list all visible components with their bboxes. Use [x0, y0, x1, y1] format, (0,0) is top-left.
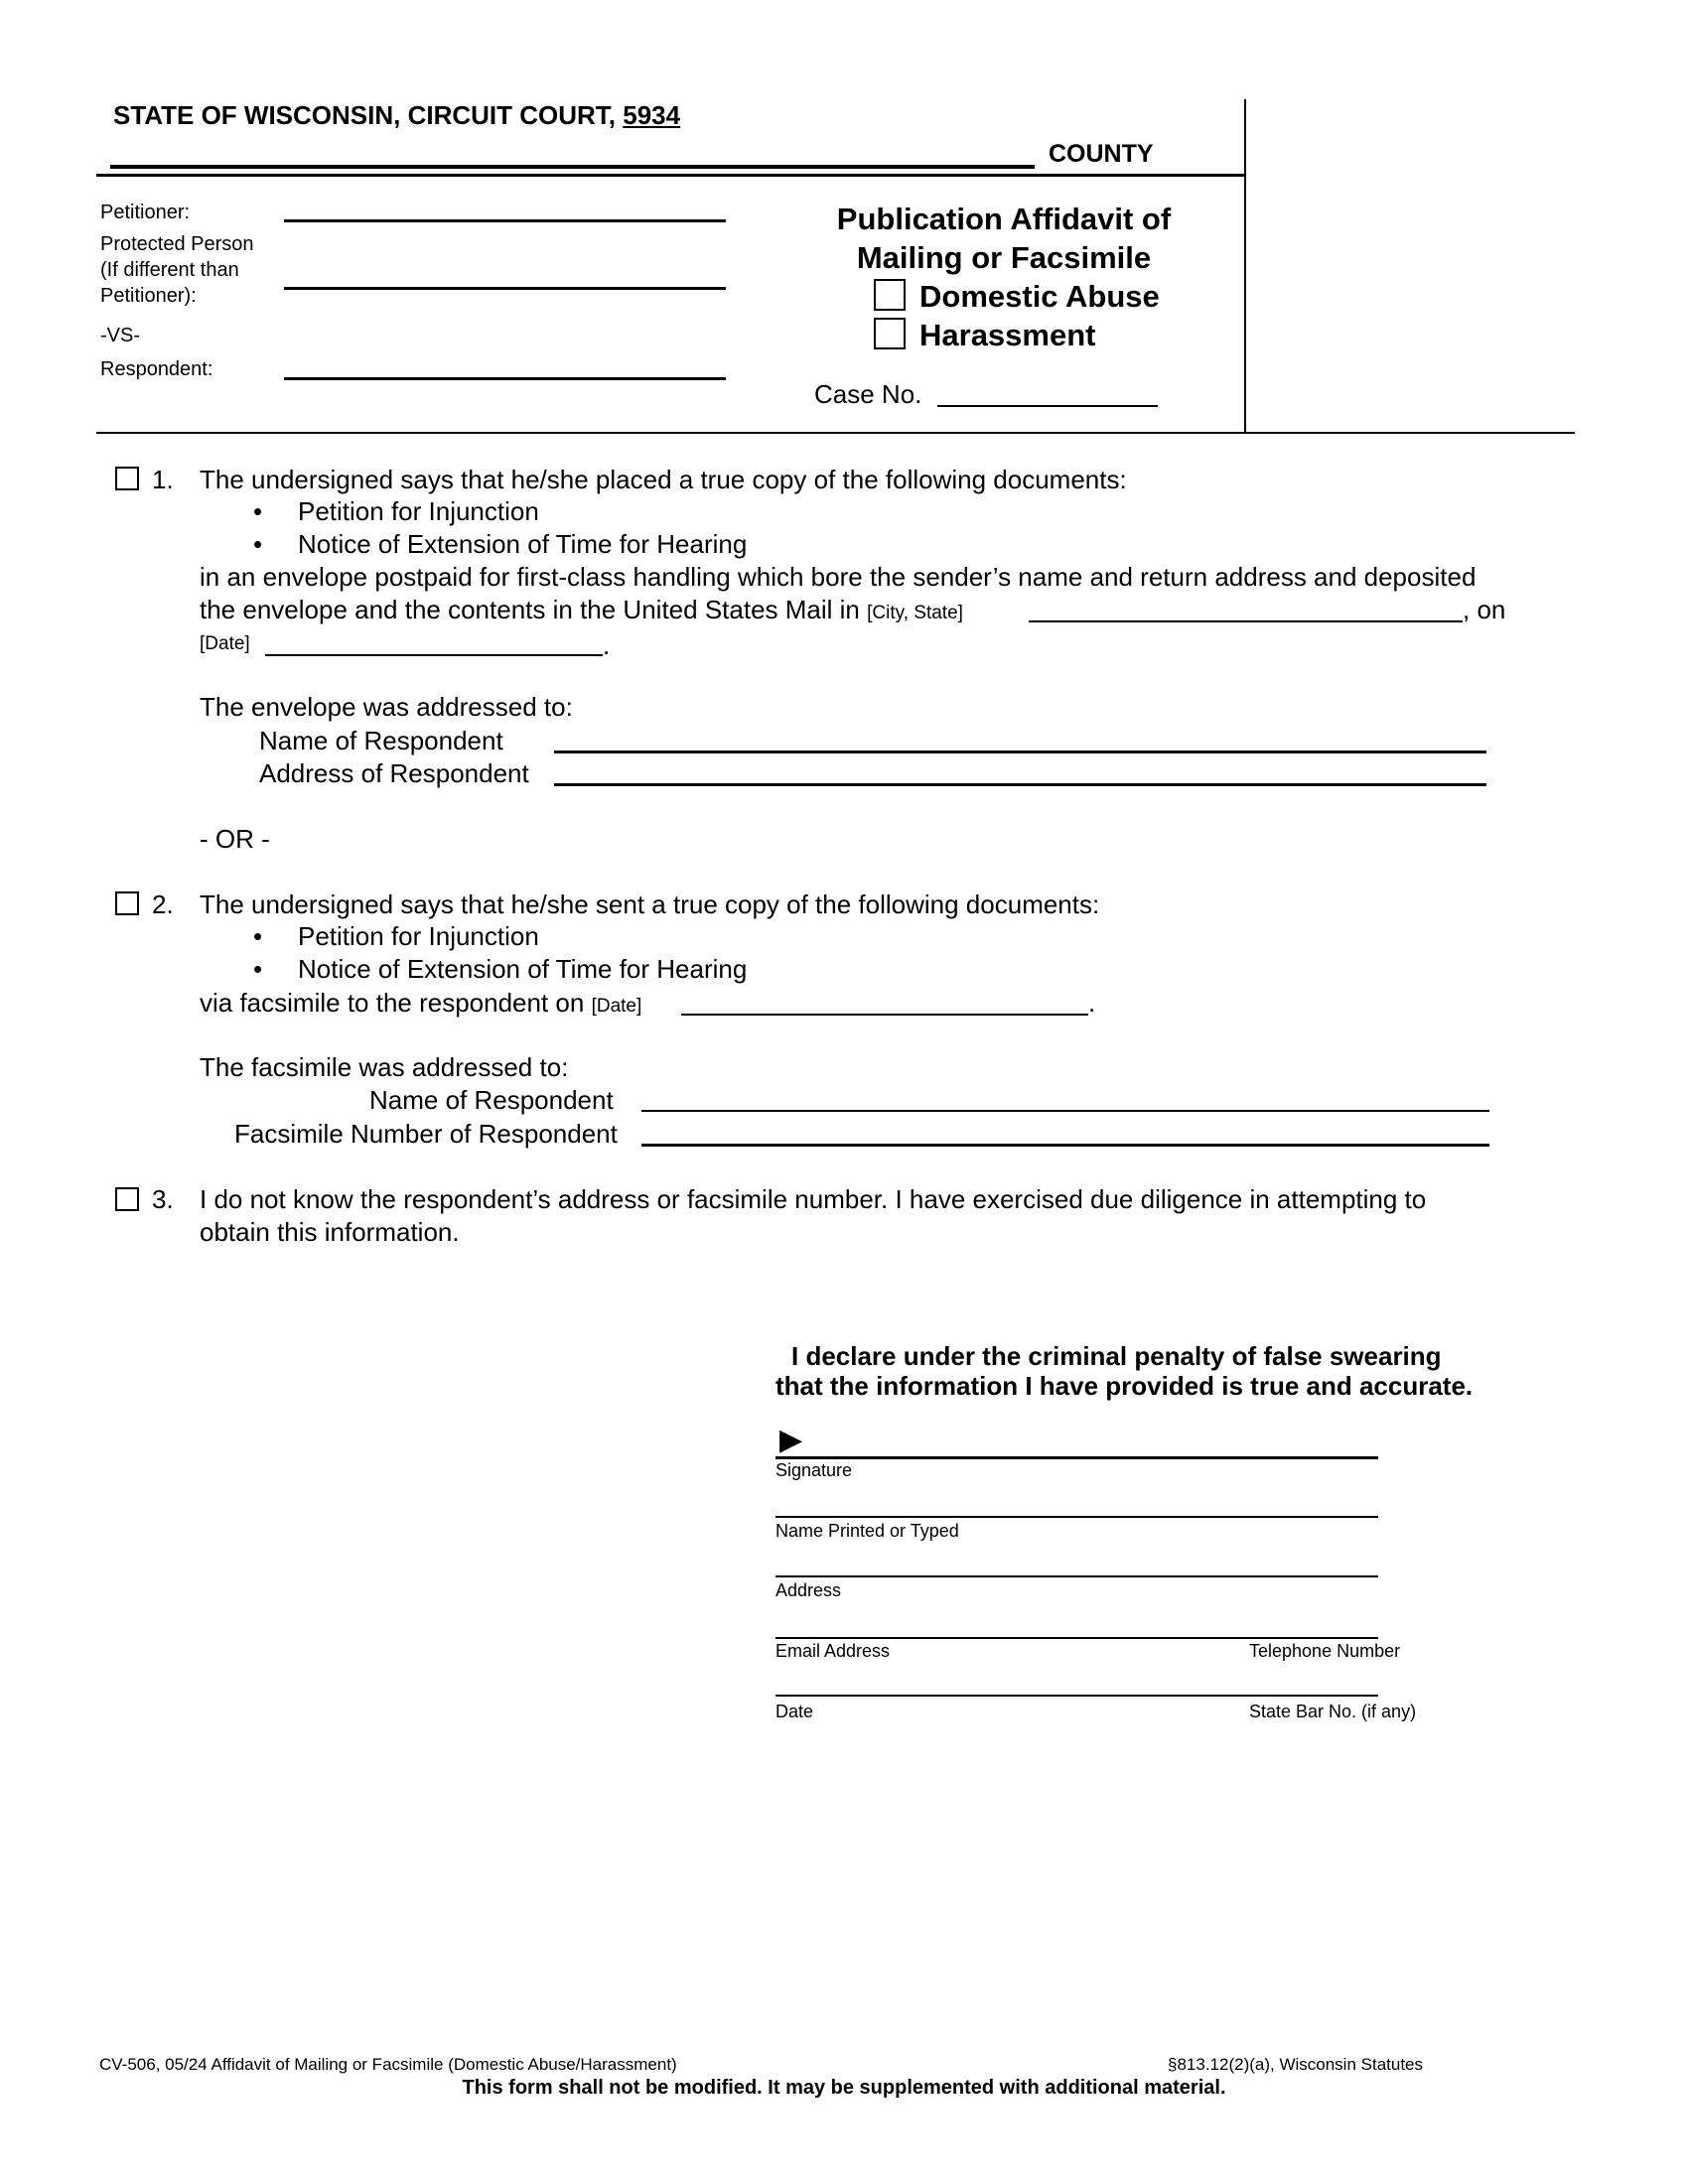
printed-name-field[interactable]: [775, 1516, 1378, 1518]
email-label: Email Address: [775, 1641, 891, 1661]
date-label: Date: [775, 1702, 814, 1721]
fax-number-label: Facsimile Number of Respondent: [234, 1119, 618, 1149]
harassment-label: Harassment: [919, 318, 1096, 352]
fax-number-field[interactable]: [641, 1144, 1489, 1147]
item2-bullet: Notice of Extension of Time for Hearing: [298, 954, 748, 984]
date-field[interactable]: [775, 1695, 1378, 1697]
modification-notice: This form shall not be modified. It may be supplemented with additional material.: [462, 2077, 1226, 2099]
item2-via: [200, 990, 641, 1016]
item3-text: I do not know the respondent’s address or facsimile number. I have exercised due diligence in attempting to: [200, 1184, 1427, 1214]
printed-name-label: Name Printed or Typed: [775, 1521, 959, 1541]
item2-intro: The undersigned says that he/she sent a true copy of the following documents:: [200, 889, 1100, 919]
court-heading: [113, 102, 680, 128]
form-id: CV-506, 05/24 Affidavit of Mailing or Facsimile (Domestic Abuse/Harassment): [99, 2055, 677, 2074]
respondent-field[interactable]: [284, 377, 726, 380]
item1-mail-text: the envelope and the contents in the United States Mail in: [200, 595, 860, 624]
court-label: STATE OF WISCONSIN, CIRCUIT COURT,: [113, 100, 617, 130]
fax-respondent-name-label: Name of Respondent: [369, 1085, 614, 1115]
caption-divider: [96, 432, 1575, 434]
petitioner-field[interactable]: [284, 219, 726, 222]
item3-text-2: obtain this information.: [200, 1217, 460, 1247]
item1-checkbox[interactable]: [115, 467, 139, 490]
period: .: [603, 630, 611, 660]
telephone-label: Telephone Number: [1249, 1641, 1401, 1661]
header-divider: [96, 174, 1245, 177]
fax-addressed-label: The facsimile was addressed to:: [200, 1052, 569, 1082]
city-state-field[interactable]: [1029, 620, 1463, 622]
respondent-name-field[interactable]: [554, 751, 1486, 753]
respondent-label: Respondent:: [100, 358, 213, 380]
protected-person-label: Protected Person: [100, 233, 254, 255]
domestic-abuse-checkbox[interactable]: [874, 279, 906, 311]
bullet-icon: •: [253, 529, 263, 559]
item2-bullet: Petition for Injunction: [298, 921, 539, 951]
respondent-address-label: Address of Respondent: [259, 758, 529, 788]
vs-label: -VS-: [100, 325, 140, 346]
item1-text-2: [200, 597, 963, 622]
county-label: COUNTY: [1049, 140, 1154, 168]
item1-text: in an envelope postpaid for first-class handling which bore the sender’s name and return address and deposited: [200, 562, 1477, 592]
date-hint: [Date]: [200, 633, 250, 654]
court-code: 5934: [623, 100, 681, 130]
signature-field[interactable]: [775, 1456, 1378, 1459]
item3-number: 3.: [152, 1184, 174, 1214]
statute-reference: §813.12(2)(a), Wisconsin Statutes: [1168, 2055, 1424, 2074]
item3-checkbox[interactable]: [115, 1187, 139, 1211]
case-no-field[interactable]: [937, 405, 1158, 407]
on-label: , on: [1463, 595, 1506, 624]
county-field[interactable]: [110, 165, 1035, 169]
case-no-label: Case No.: [814, 379, 922, 409]
item1-bullet: Petition for Injunction: [298, 496, 539, 526]
respondent-address-field[interactable]: [554, 783, 1486, 786]
fax-date-field[interactable]: [681, 1014, 1088, 1016]
email-field[interactable]: [775, 1637, 1378, 1639]
envelope-addressed-label: The envelope was addressed to:: [200, 692, 573, 722]
item1-intro: The undersigned says that he/she placed a true copy of the following documents:: [200, 465, 1127, 494]
bullet-icon: •: [253, 954, 263, 984]
item2-checkbox[interactable]: [115, 891, 139, 915]
signature-label: Signature: [775, 1460, 853, 1480]
item1-bullet: Notice of Extension of Time for Hearing: [298, 529, 748, 559]
via-text: via facsimile to the respondent on: [200, 988, 585, 1018]
period: .: [1088, 988, 1096, 1018]
domestic-abuse-label: Domestic Abuse: [919, 279, 1160, 314]
respondent-name-label: Name of Respondent: [259, 726, 503, 755]
state-bar-label: State Bar No. (if any): [1249, 1702, 1417, 1721]
harassment-checkbox[interactable]: [874, 318, 906, 349]
protected-person-note: (If different than: [100, 259, 239, 281]
item2-number: 2.: [152, 889, 174, 919]
protected-person-field[interactable]: [284, 287, 726, 290]
bullet-icon: •: [253, 921, 263, 951]
petitioner-label: Petitioner:: [100, 202, 191, 223]
form-title: Publication Affidavit of: [836, 202, 1172, 236]
bullet-icon: •: [253, 496, 263, 526]
declaration-text: I declare under the criminal penalty of false swearing: [791, 1341, 1442, 1371]
address-field[interactable]: [775, 1575, 1378, 1577]
or-separator: - OR -: [200, 824, 270, 854]
signature-arrow-icon: ▶: [779, 1424, 803, 1456]
item1-number: 1.: [152, 465, 174, 494]
form-subtitle: Mailing or Facsimile: [856, 240, 1152, 275]
mail-date-field[interactable]: [265, 654, 603, 656]
protected-person-note-2: Petitioner):: [100, 285, 197, 307]
declaration-text-2: that the information I have provided is true and accurate.: [775, 1371, 1474, 1401]
fax-respondent-name-field[interactable]: [641, 1110, 1489, 1112]
address-label: Address: [775, 1580, 842, 1600]
city-state-hint: [City, State]: [867, 603, 963, 623]
date-hint: [Date]: [591, 996, 642, 1017]
